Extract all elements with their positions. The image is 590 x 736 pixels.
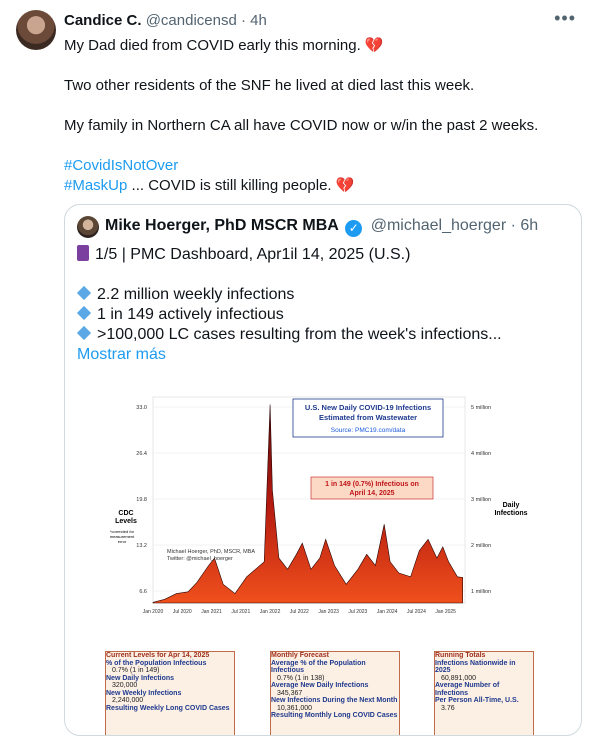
- panel-label: New Daily Infections: [106, 674, 175, 682]
- panel-label: Per Person All-Time, U.S.: [435, 697, 519, 704]
- right-axis-label: Daily: [502, 502, 520, 509]
- left-axis-label: Levels: [115, 518, 137, 525]
- chart-title: U.S. New Daily COVID-19 Infections: [304, 403, 432, 412]
- x-tick-label: Jul 2023: [348, 609, 368, 615]
- tweet-line: My Dad died from COVID early this morning. 💔: [64, 37, 384, 54]
- x-tick-label: Jan 2022: [259, 609, 281, 615]
- running-totals-panel: [434, 651, 534, 736]
- quote-bullet: [77, 285, 567, 305]
- panel-value: 0.7% (1 in 149): [112, 667, 160, 674]
- quote-handle[interactable]: @michael_hoerger: [370, 217, 507, 234]
- left-tick-label: 19.8: [136, 497, 147, 503]
- chart-subtitle: Estimated from Wastewater: [318, 413, 418, 422]
- panel-header: Monthly Forecast: [271, 652, 329, 659]
- show-more-link[interactable]: Mostrar más: [77, 346, 166, 363]
- quote-author-name[interactable]: Mike Hoerger, PhD MSCR MBA: [105, 217, 339, 234]
- more-icon[interactable]: •••: [554, 8, 576, 28]
- x-tick-label: Jul 2021: [231, 609, 251, 615]
- x-tick-label: Jul 2020: [172, 609, 192, 615]
- bullet-text: 1 in 149 actively infectious: [97, 306, 284, 323]
- x-tick-label: Jan 2024: [376, 609, 398, 615]
- thread-spool-icon: [77, 245, 89, 261]
- panel-label: Average New Daily Infections: [271, 682, 369, 689]
- right-tick-label: 5 million: [471, 405, 492, 411]
- bullet-text: >100,000 LC cases resulting from the week's infections...: [97, 326, 502, 343]
- separator: ·: [510, 217, 516, 234]
- x-tick-label: Jan 2021: [201, 609, 222, 615]
- panel-label: Infections Nationwide in 2025: [435, 659, 516, 674]
- left-axis-note: measurement: [109, 534, 135, 539]
- author-handle[interactable]: @candicensd: [145, 12, 237, 29]
- quote-avatar[interactable]: [77, 216, 99, 238]
- panel-label: Average % of the Population Infectious: [271, 659, 366, 674]
- left-tick-label: 33.0: [136, 405, 147, 411]
- left-axis-label: CDC: [118, 510, 134, 517]
- quoted-tweet[interactable]: [64, 204, 582, 736]
- panel-value: 60,891,000: [441, 674, 477, 682]
- panel-label: Resulting Monthly Long COVID Cases: [271, 712, 398, 719]
- right-axis-ticks: [471, 405, 491, 595]
- monthly-forecast-panel: [270, 651, 400, 736]
- panel-label: New Infections During the Next Month: [271, 697, 398, 704]
- bullet-text: 2.2 million weekly infections: [97, 286, 295, 303]
- avatar[interactable]: [16, 10, 56, 50]
- panel-value: 320,000: [112, 682, 138, 689]
- right-tick-label: 1 million: [471, 589, 492, 595]
- panel-value: 345,367: [277, 689, 303, 697]
- current-levels-panel: [105, 651, 235, 736]
- hashtag-link[interactable]: #MaskUp: [64, 177, 128, 194]
- panel-label: New Weekly Infections: [106, 689, 182, 697]
- left-tick-label: 13.2: [136, 543, 147, 549]
- quote-bullet: [77, 325, 567, 345]
- x-tick-label: Jul 2022: [289, 609, 309, 615]
- annotation-text: April 14, 2025: [349, 490, 395, 497]
- tweet-line: [64, 176, 574, 196]
- panel-label: Average Number of Infections: [435, 682, 500, 697]
- panel-value: 10,361,000: [277, 704, 313, 712]
- left-axis-ticks: [136, 405, 147, 595]
- left-axis-note: error: [117, 539, 127, 544]
- right-tick-label: 4 million: [471, 451, 492, 457]
- x-tick-label: Jan 2023: [318, 609, 339, 615]
- tweet-line: [64, 156, 574, 176]
- blue-diamond-icon: [77, 326, 91, 340]
- tweet-line-rest: ... COVID is still killing people. 💔: [127, 177, 355, 194]
- panel-header: Running Totals: [435, 652, 486, 659]
- panel-value: 3.76: [441, 704, 455, 712]
- panel-label: Resulting Weekly Long COVID Cases: [106, 704, 230, 712]
- author-note: Michael Hoerger, PhD, MSCR, MBA: [167, 549, 256, 555]
- left-tick-label: 26.4: [136, 451, 147, 457]
- left-tick-label: 6.6: [139, 589, 147, 595]
- hashtag-link[interactable]: #CovidIsNotOver: [64, 157, 179, 174]
- panel-header: Current Levels for Apr 14, 2025: [106, 652, 210, 659]
- x-tick-label: Jan 2020: [142, 609, 164, 615]
- right-axis-label: Infections: [494, 510, 528, 517]
- author-note: Twitter: @michael_hoerger: [167, 556, 233, 562]
- blue-diamond-icon: [77, 286, 91, 300]
- quote-timestamp[interactable]: 6h: [520, 217, 539, 234]
- tweet-line: My family in Northern CA all have COVID now or w/in the past 2 weeks.: [64, 117, 539, 134]
- x-tick-label: Jul 2024: [406, 609, 426, 615]
- quote-text: [77, 245, 567, 365]
- author-name[interactable]: Candice C.: [64, 12, 142, 29]
- panel-label: % of the Population Infectious: [106, 659, 207, 667]
- quote-header: [105, 217, 538, 237]
- timestamp[interactable]: 4h: [250, 12, 267, 29]
- tweet-header: [64, 12, 267, 29]
- tweet-line: Two other residents of the SNF he lived at died last this week.: [64, 77, 475, 94]
- panel-value: 0.7% (1 in 138): [277, 674, 325, 682]
- blue-diamond-icon: [77, 306, 91, 320]
- right-tick-label: 2 million: [471, 543, 492, 549]
- right-tick-label: 3 million: [471, 497, 492, 503]
- quote-line: [77, 245, 567, 265]
- annotation-text: 1 in 149 (0.7%) Infectious on: [325, 481, 419, 488]
- tweet-text: [64, 36, 574, 196]
- separator: ·: [241, 12, 246, 29]
- x-axis-ticks: [143, 609, 456, 615]
- quote-bullet: [77, 305, 567, 325]
- x-tick-label: Jan 2025: [435, 609, 456, 615]
- verified-badge-icon: ✓: [345, 220, 362, 237]
- left-axis-note: *corrected for: [109, 529, 135, 534]
- chart-source: Source: PMC19.com/data: [330, 427, 406, 434]
- quote-line-text: 1/5 | PMC Dashboard, Apr1il 14, 2025 (U.S.): [95, 246, 411, 263]
- panel-value: 2,240,000: [112, 697, 144, 704]
